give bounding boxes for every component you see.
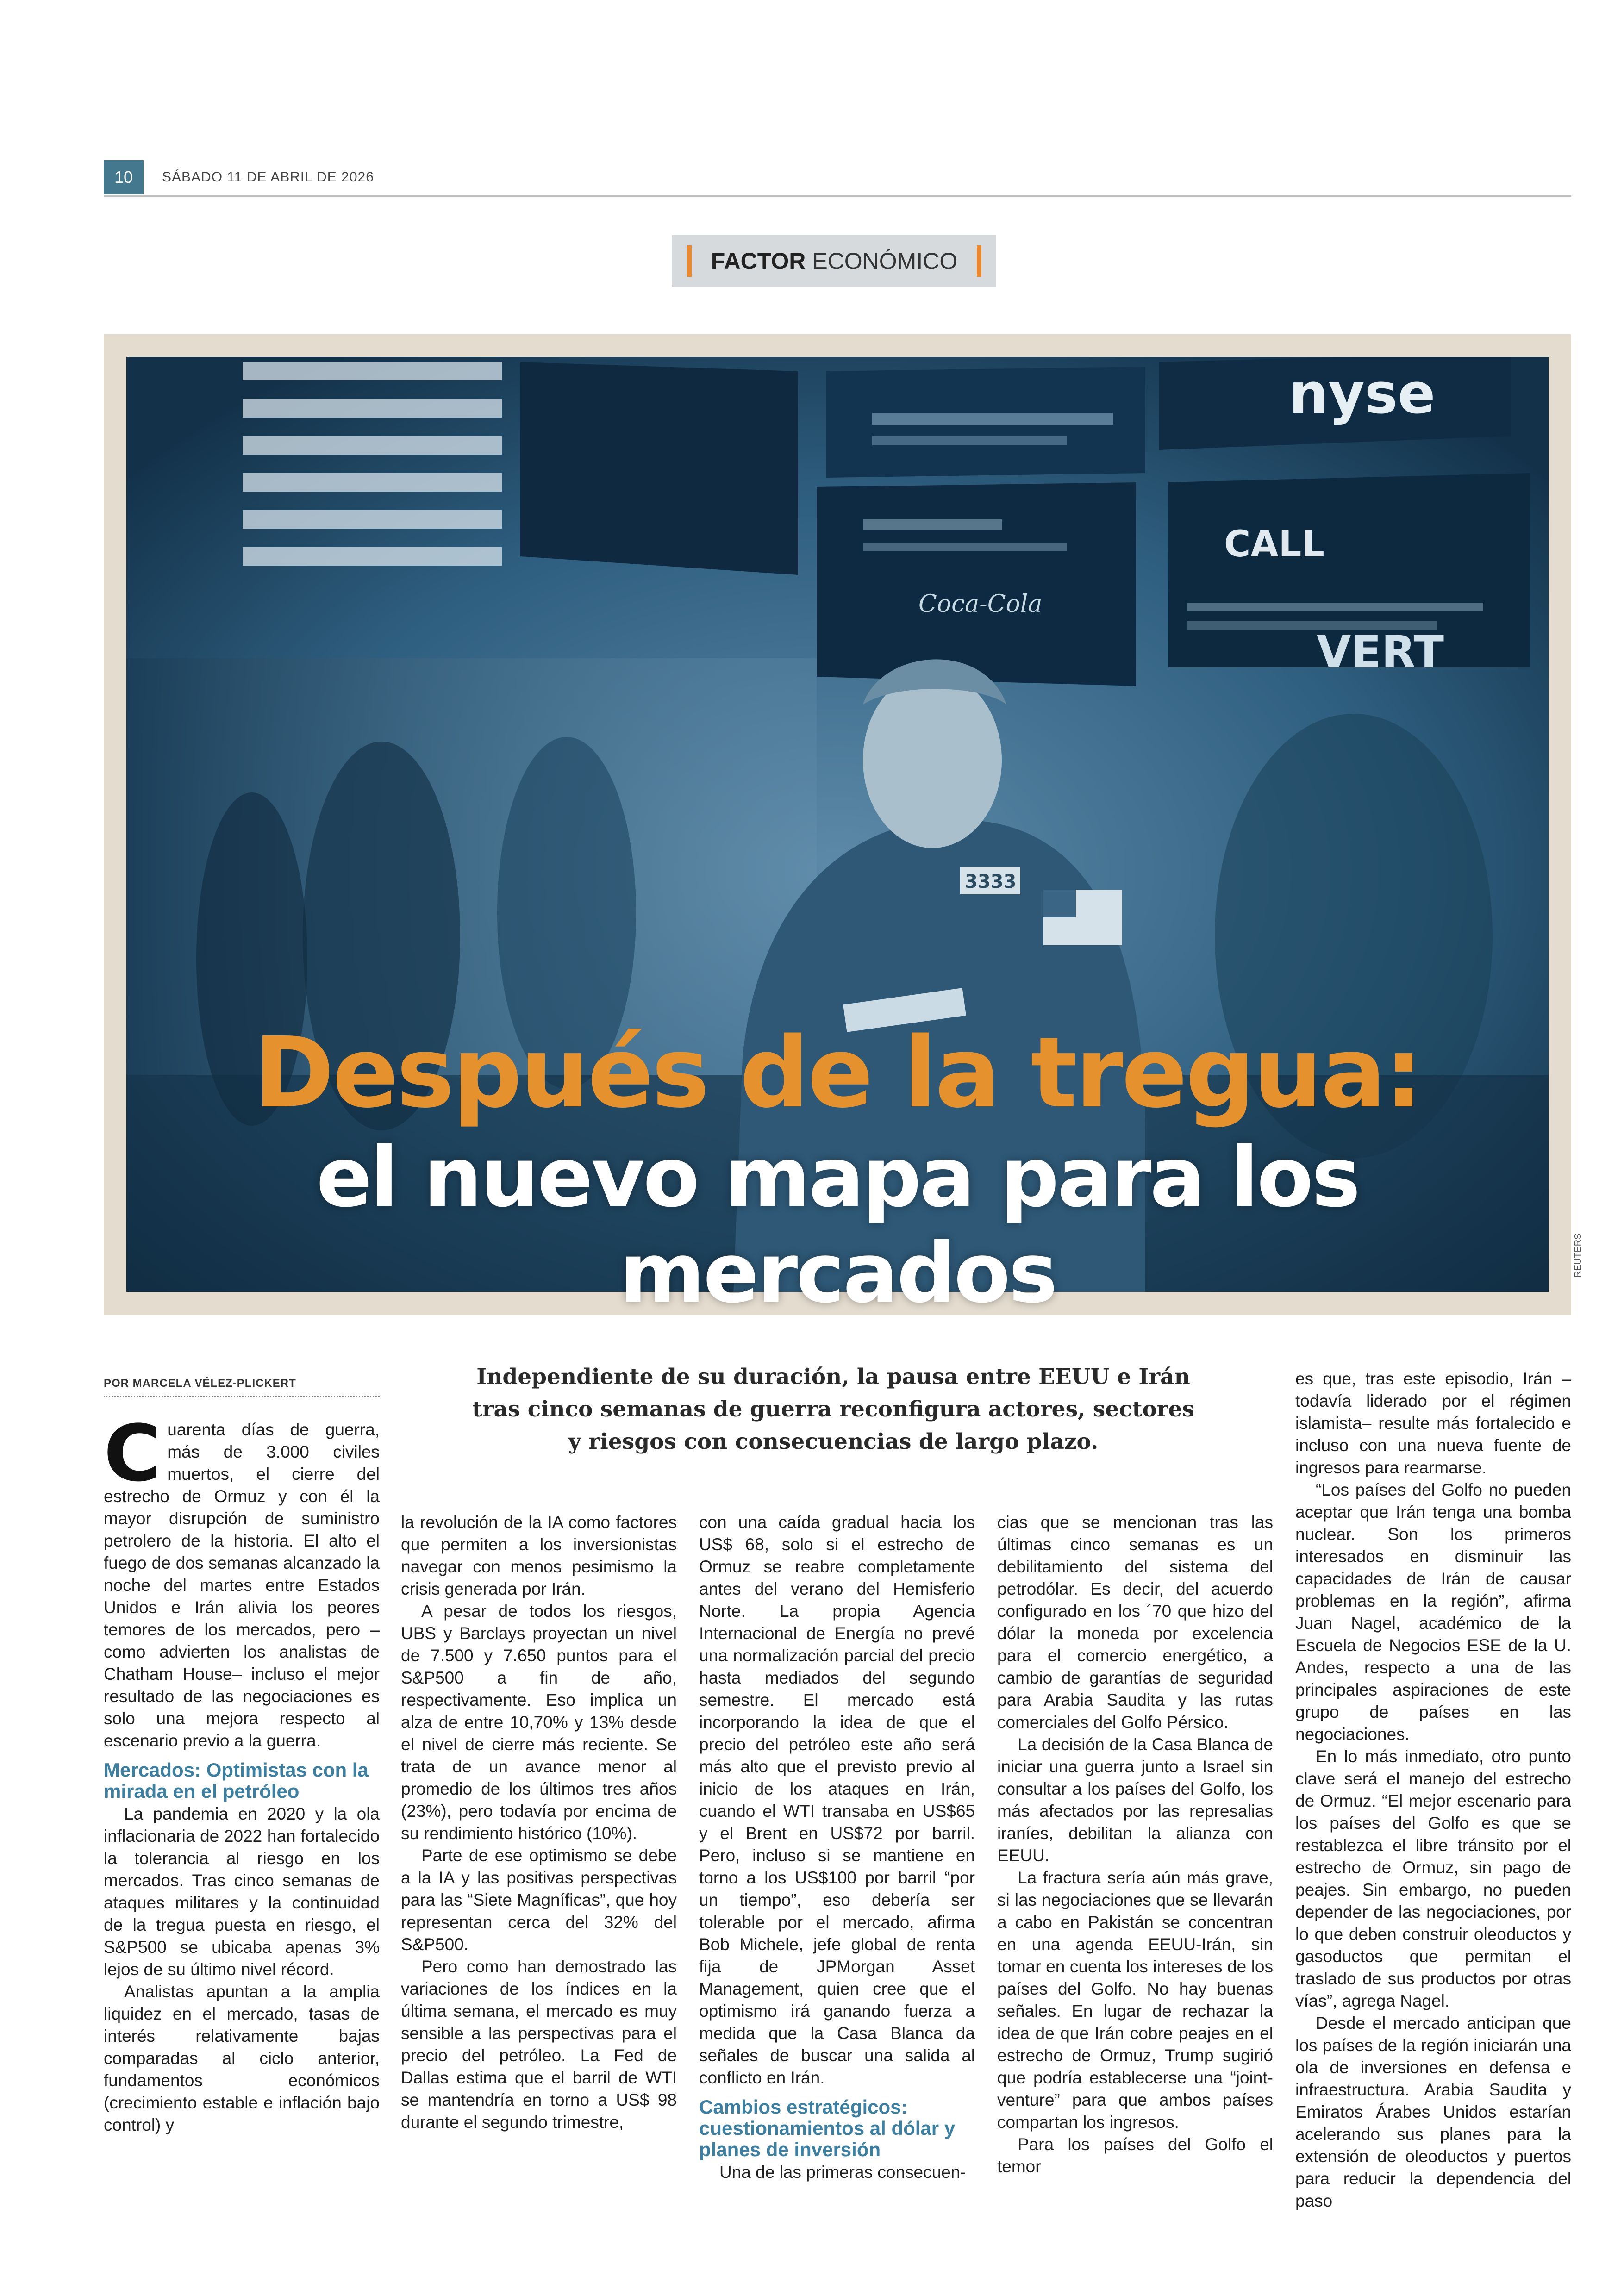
byline: POR MARCELA VÉLEZ-PLICKERT xyxy=(104,1377,380,1397)
dropcap: C xyxy=(104,1408,161,1499)
article-paragraph: En lo más inmediato, otro punto clave será el manejo del estrecho de Ormuz. “El mejor escenario para los países del Golfo es que se restablezca el libre tránsito por el estrecho de Ormuz, sin pago de peajes. Sin embargo, no pueden depender de las negociaciones, por lo que deben construir oleoductos y gasoductos que permitan el traslado de sus productos por otras vías”, agrega Nagel. xyxy=(1295,1747,1571,2010)
article-paragraph: Para los países del Golfo el temor xyxy=(997,2135,1273,2176)
article-paragraph: Una de las primeras consecuen- xyxy=(719,2163,966,2182)
article-column-5 xyxy=(1295,1368,1571,2212)
board-text-cocacola: Coca-Cola xyxy=(918,590,1043,618)
subheading-cambios: Cambios estratégicos: cuestionamientos al dólar y planes de inversión xyxy=(699,2096,956,2160)
section-bar-left xyxy=(687,245,692,277)
page-number: 10 xyxy=(104,160,144,194)
article-paragraph: la revolución de la IA como factores que permiten a los inversionistas navegar con menos pesimismo la crisis generada por Irán. xyxy=(401,1513,677,1598)
article-paragraph: La fractura sería aún más grave, si las negociaciones que se llevarán a cabo en Pakistán se concentran en una agenda EEUU-Irán, sin tomar en cuenta los intereses de los países del Golfo. No hay buenas señales. En lugar de rechazar la idea de que Irán cobre peajes en el estrecho de Ormuz, Trump sugirió que podría establecerse una “joint-venture” para que ambos países compartan los ingresos. xyxy=(997,1868,1273,2132)
article-paragraph: Pero como han demostrado las variaciones de los índices en la última semana, el mercado es muy sensible a las perspectivas para el precio del petróleo. La Fed de Dallas estima que el barril de WTI se mantendría en torno a US$ 98 durante el segundo trimestre, xyxy=(401,1957,677,2132)
article-column-3 xyxy=(699,1511,975,2183)
article-paragraph: La pandemia en 2020 y la ola inflacionaria de 2022 han fortalecido la tolerancia al riesgo en los mercados. Tras cinco semanas de ataques militares y la continuidad de la tregua puesta en riesgo, el S&P500 se ubicaba apenas 3% lejos de su último nivel récord. xyxy=(104,1804,380,1979)
article-column-1 xyxy=(104,1408,380,2136)
section-label-regular: ECONÓMICO xyxy=(806,248,958,274)
board-text-vert: VERT xyxy=(1317,626,1444,678)
header-divider xyxy=(104,195,1571,197)
badge-number: 3333 xyxy=(965,871,1017,892)
article-column-2 xyxy=(401,1511,677,2133)
board-text-nyse: nyse xyxy=(1289,362,1436,426)
photo-credit-side: REUTERS xyxy=(1573,1233,1583,1278)
headline-line-1: Después de la tregua: xyxy=(253,1016,1422,1129)
subheading-mercados: Mercados: Optimistas con la mirada en el petróleo xyxy=(104,1759,369,1802)
section-label xyxy=(672,235,996,287)
article-paragraph: Parte de ese optimismo se debe a la IA y las positivas perspectivas para las “Siete Magníficas”, que hoy representan cerca del 32% del S&P500. xyxy=(401,1846,677,1954)
section-bar-right xyxy=(977,245,981,277)
board-text-call: CALL xyxy=(1224,524,1325,565)
article-paragraph: cias que se mencionan tras las últimas cinco semanas es un debilitamiento del sistema del petrodólar. Es decir, del acuerdo configurado en los ´70 que hizo del dólar la moneda por excelencia para el comercio energético, a cambio de garantías de seguridad para Arabia Saudita y las rutas comerciales del Golfo Pérsico. xyxy=(997,1513,1273,1732)
lead-paragraph: Independiente de su duración, la pausa entre EEUU e Irán tras cinco semanas de guerra reconfigura actores, sectores y riesgos con consecuencias de largo plazo. xyxy=(472,1364,1194,1454)
article-paragraph: Analistas apuntan a la amplia liquidez en el mercado, tasas de interés relativamente bajas comparadas al ciclo anterior, fundamentos económicos (crecimiento estable e inflación bajo control) y xyxy=(104,1982,380,2134)
article-column-4 xyxy=(997,1511,1273,2178)
article-paragraph: La decisión de la Casa Blanca de iniciar una guerra junto a Israel sin consultar a los países del Golfo, los más afectados por las represalias iraníes, debilitan la alianza con EEUU. xyxy=(997,1735,1273,1865)
article-paragraph: con una caída gradual hacia los US$ 68, solo si el estrecho de Ormuz se reabre completamente antes del verano del Hemisferio Norte. La propia Agencia Internacional de Energía no prevé una normalización parcial del precio hasta mediados del segundo semestre. El mercado está incorporando la idea de que el precio del petróleo este año será más alto que el previsto previo al inicio de los ataques en Irán, cuando el WTI transaba en US$65 y el Brent en US$72 por barril. Pero, incluso si se mantiene en torno a los US$100 por barril “por un tiempo”, eso debería ser tolerable por el mercado, afirma Bob Michele, jefe global de renta fija de JPMorgan Asset Management, quien cree que el optimismo irá ganando fuerza a medida que la Casa Blanca da señales de buscar una salida al conflicto en Irán. xyxy=(699,1513,975,2087)
headline-line-2: el nuevo mapa para los mercados xyxy=(316,1129,1359,1321)
edition-date: SÁBADO 11 DE ABRIL DE 2026 xyxy=(162,169,374,185)
article-paragraph: “Los países del Golfo no pueden aceptar que Irán tenga una bomba nuclear. Son los primeros interesados en disminuir las capacidades de Irán de causar problemas en la región”, afirma Juan Nagel, académico de la Escuela de Negocios ESE de la U. Andes, respecto a una de las principales aspiraciones de este grupo de países en las negociaciones. xyxy=(1295,1480,1571,1744)
article-paragraph: Desde el mercado anticipan que los países de la región iniciarán una ola de inversiones en defensa e infraestructura. Arabia Saudita y Emiratos Árabes Unidos estarían acelerando sus planes para la extensión de oleoductos y puertos para reducir la dependencia del paso xyxy=(1295,2014,1571,2210)
article-paragraph: A pesar de todos los riesgos, UBS y Barclays proyectan un nivel de 7.500 y 7.650 puntos para el S&P500 a fin de año, respectivamente. Eso implica un alza de entre 10,70% y 13% desde el nivel de cierre más reciente. Se trata de un avance menor al promedio de los últimos tres años (23%), pero todavía por encima de su rendimiento histórico (10%). xyxy=(401,1602,677,1843)
article-paragraph: es que, tras este episodio, Irán –todavía liderado por el régimen islamista– resulte más fortalecido e incluso con una nueva fuente de ingresos para rearmarse. xyxy=(1295,1369,1571,1477)
article-paragraph: uarenta días de guerra, más de 3.000 civiles muertos, el cierre del estrecho de Ormuz y con él la mayor disrupción de suministro petrolero de la historia. El alto el fuego de dos semanas alcanzado la noche del martes entre Estados Unidos e Irán alivia los peores temores de los mercados, pero –como advierten los analistas de Chatham House– incluso el mejor resultado de las negociaciones es solo una mejora respecto al escenario previo a la guerra. xyxy=(104,1420,380,1750)
section-label-bold: FACTOR xyxy=(711,248,806,274)
